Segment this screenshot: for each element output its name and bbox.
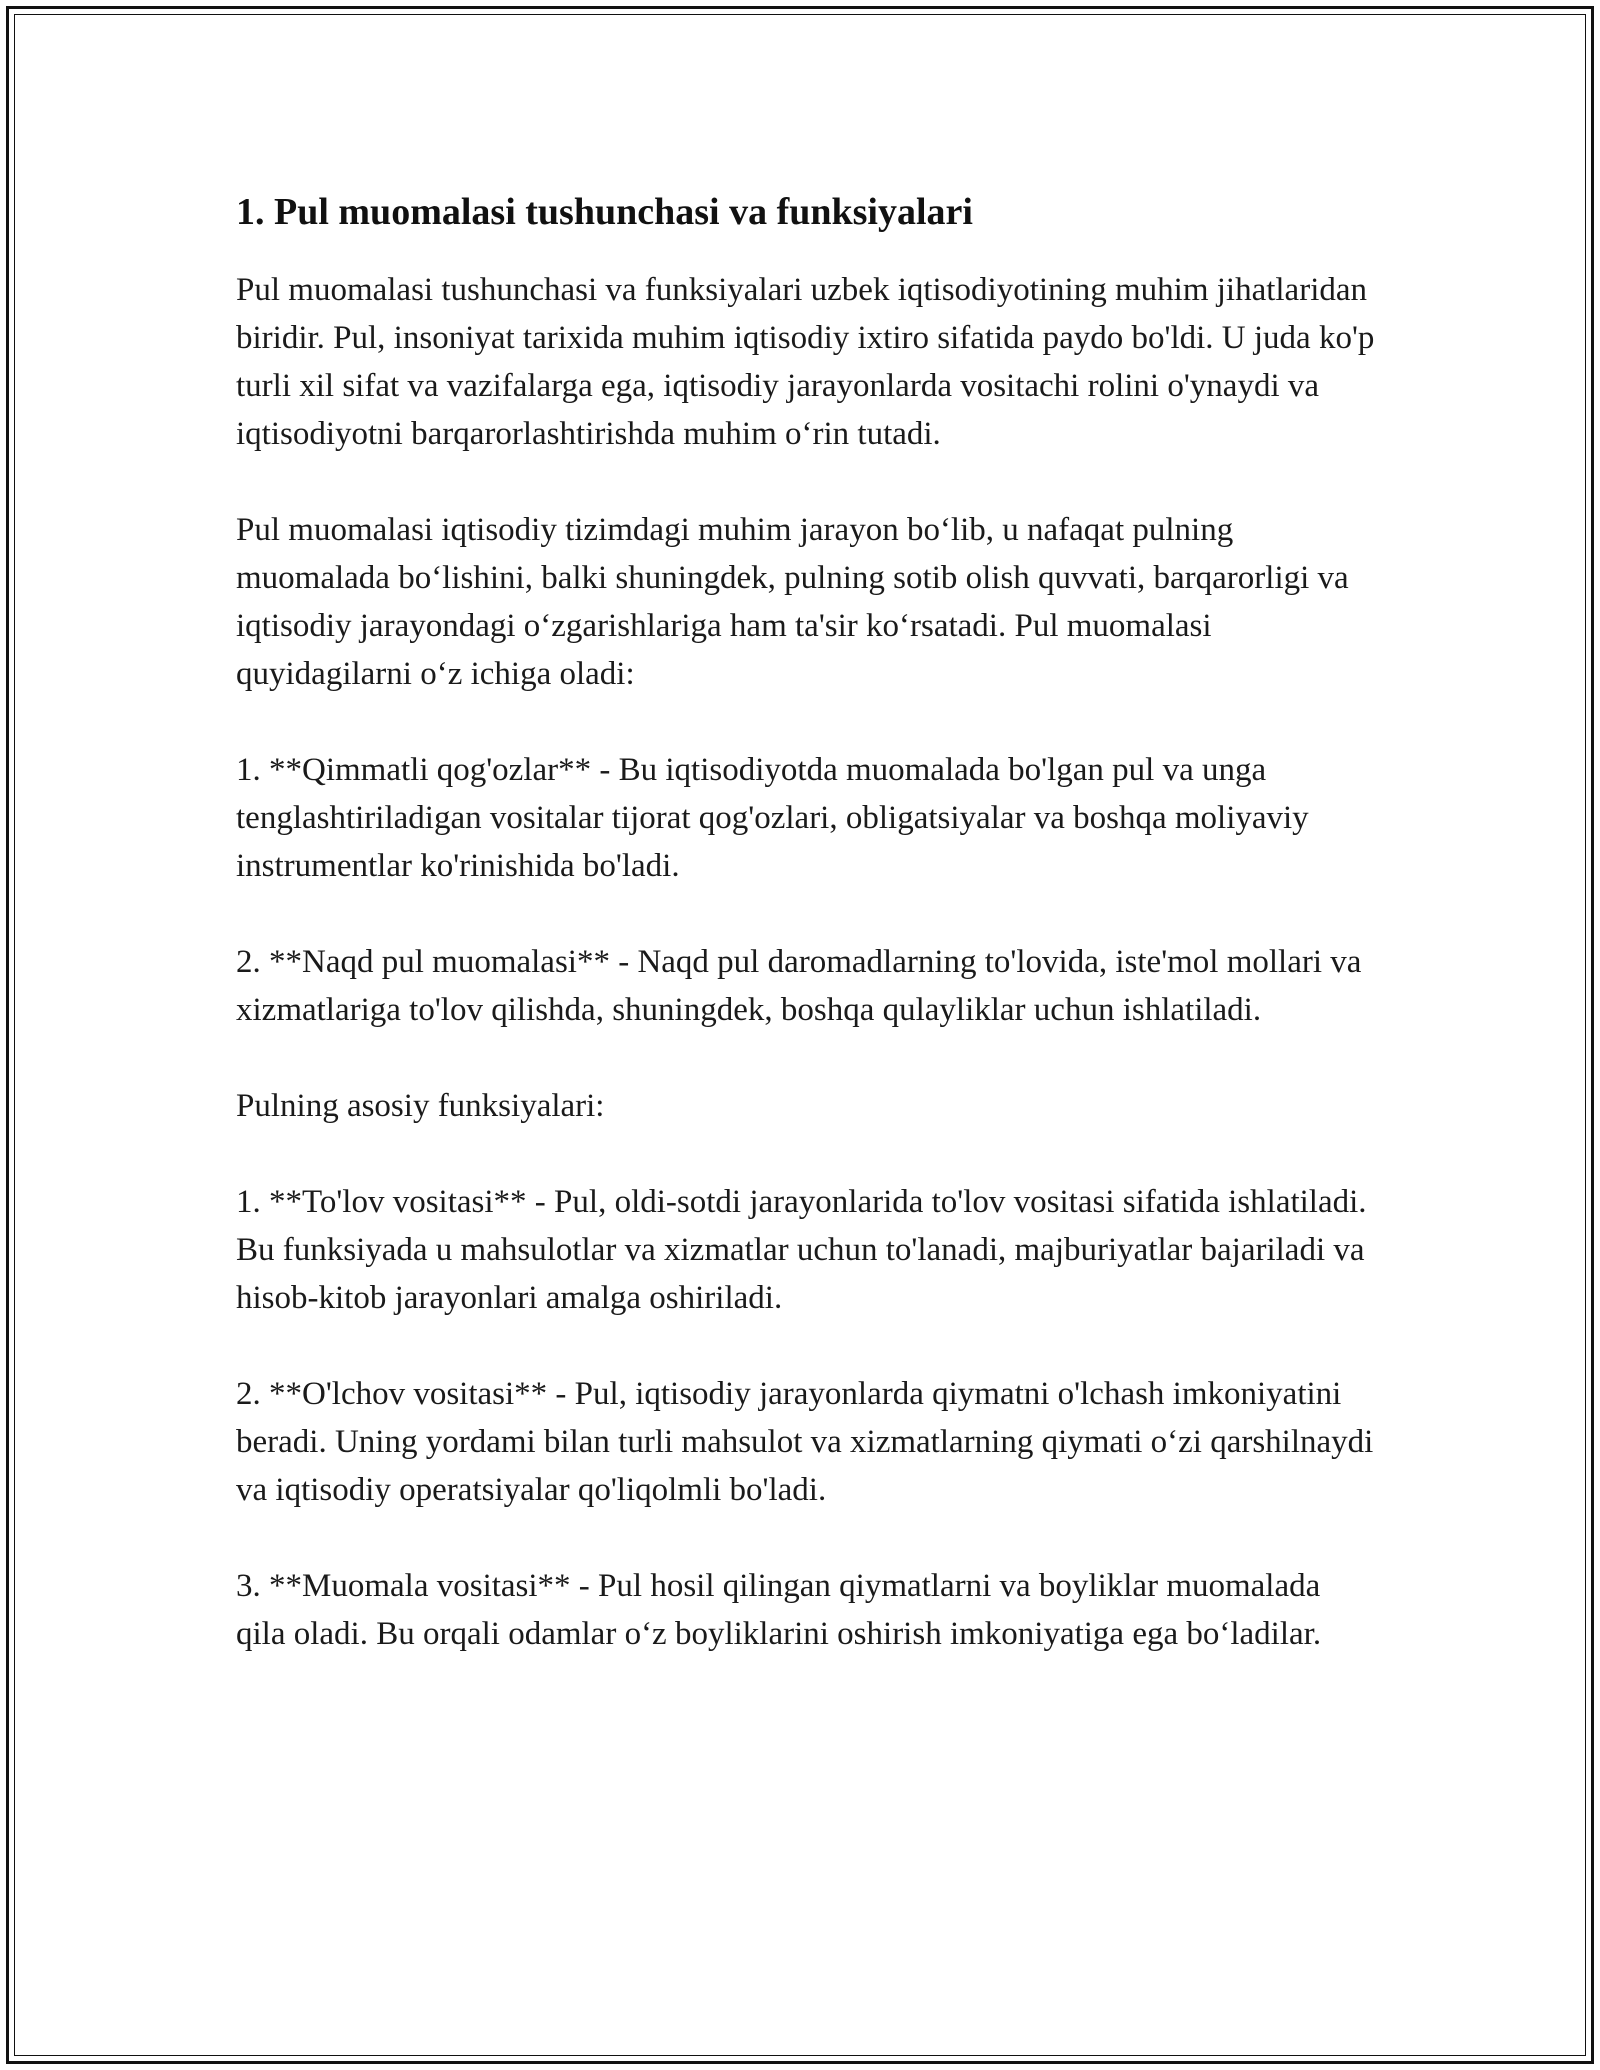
paragraph-functions-intro: Pulning asosiy funksiyalari:	[236, 1087, 605, 1124]
document-body	[236, 190, 1376, 1706]
paragraph-circulation: Pul muomalasi iqtisodiy tizimdagi muhim jarayon bo‘lib, u nafaqat pulning muomalada bo‘lishini, balki shuningdek, pulning sotib olish quvvati, barqarorligi va iqtisodiy jarayondagi o‘zgarishlariga ham ta'sir ko‘rsatadi. Pul muomalasi quyidagilarni o‘z ichiga oladi:	[236, 511, 1349, 692]
list-item-measure-means: 2. **O'lchov vositasi** - Pul, iqtisodiy jarayonlarda qiymatni o'lchash imkoniyatini beradi. Uning yordami bilan turli mahsulot va xizmatlarning qiymati o‘zi qarshilnaydi va iqtisodiy operatsiyalar qo'liqolmli bo'ladi.	[236, 1375, 1374, 1508]
paragraph-intro: Pul muomalasi tushunchasi va funksiyalari uzbek iqtisodiyotining muhim jihatlaridan biridir. Pul, insoniyat tarixida muhim iqtisodiy ixtiro sifatida paydo bo'ldi. U juda ko'p turli xil sifat va vazifalarga ega, iqtisodiy jarayonlarda vositachi rolini o'ynaydi va iqtisodiyotni barqarorlashtirishda muhim o‘rin tutadi.	[236, 271, 1375, 452]
list-item-securities: 1. **Qimmatli qog'ozlar** - Bu iqtisodiyotda muomalada bo'lgan pul va unga tenglashtiriladigan vositalar tijorat qog'ozlari, obligatsiyalar va boshqa moliyaviy instrumentlar ko'rinishida bo'ladi.	[236, 751, 1309, 884]
list-item-cash-circulation: 2. **Naqd pul muomalasi** - Naqd pul daromadlarning to'lovida, iste'mol mollari va xizmatlariga to'lov qilishda, shuningdek, boshqa qulayliklar uchun ishlatiladi.	[236, 943, 1362, 1028]
section-heading: 1. Pul muomalasi tushunchasi va funksiyalari	[236, 191, 973, 233]
list-item-payment-means: 1. **To'lov vositasi** - Pul, oldi-sotdi jarayonlarida to'lov vositasi sifatida ishlatiladi. Bu funksiyada u mahsulotlar va xizmatlar uchun to'lanadi, majburiyatlar bajariladi va hisob-kitob jarayonlari amalga oshiriladi.	[236, 1183, 1367, 1316]
list-item-circulation-means: 3. **Muomala vositasi** - Pul hosil qilingan qiymatlarni va boyliklar muomalada qila oladi. Bu orqali odamlar o‘z boyliklarini oshirish imkoniyatiga ega bo‘ladilar.	[236, 1567, 1322, 1652]
